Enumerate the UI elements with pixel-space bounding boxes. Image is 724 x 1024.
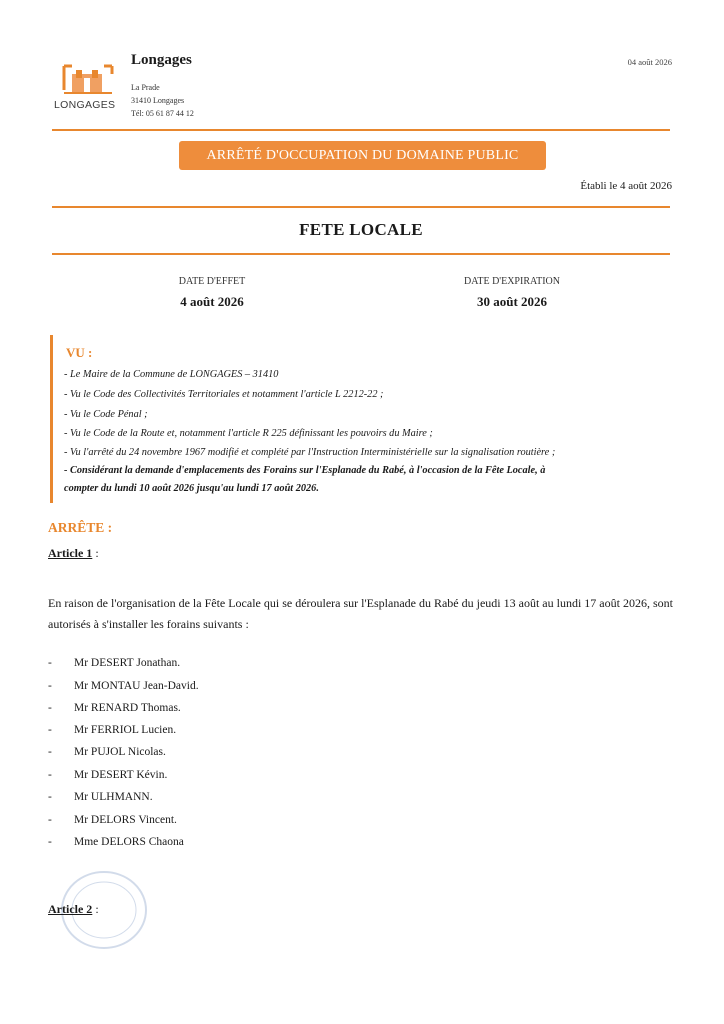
article-2-label: Article 2 — [48, 902, 93, 916]
article-1-label: Article 1 — [48, 546, 93, 560]
article-1-text: En raison de l'organisation de la Fête Locale qui se déroulera sur l'Esplanade du Rabé du jeudi 13 août au lundi 17 août 2026, sont autorisés à s'installer les forains suivants : — [48, 596, 673, 631]
vu-item: - Vu le Code de la Route et, notamment l'article R 225 définissant les pouvoirs du Maire ; — [64, 428, 433, 439]
effect-date-block — [112, 276, 312, 310]
list-item: - Mr DELORS Vincent. — [48, 814, 177, 826]
phone-line: Tél: 05 61 87 44 12 — [131, 109, 194, 118]
established-date: Établi le 4 août 2026 — [580, 180, 672, 192]
list-item: - Mr RENARD Thomas. — [48, 702, 181, 714]
expiration-date-value: 30 août 2026 — [476, 294, 548, 309]
header-date: 04 août 2026 — [627, 57, 672, 67]
title-bottom-divider — [52, 253, 670, 255]
list-item: - Mme DELORS Chaona — [48, 836, 184, 848]
org-name: Longages — [131, 52, 192, 68]
list-item: - Mr DESERT Kévin. — [48, 769, 168, 781]
list-item: - Mr MONTAU Jean-David. — [48, 680, 199, 692]
article-2-heading — [48, 902, 99, 917]
expiration-date-block — [412, 276, 612, 310]
vu-item: compter du lundi 10 août 2026 jusqu'au lundi 17 août 2026. — [64, 483, 319, 494]
article-1-heading — [48, 546, 99, 561]
article-1-suffix: : — [92, 546, 99, 560]
effect-date-value: 4 août 2026 — [180, 294, 244, 309]
arrete-heading: ARRÊTE : — [48, 520, 113, 535]
document-type-banner: ARRÊTÉ D'OCCUPATION DU DOMAINE PUBLIC — [179, 141, 546, 170]
header-divider — [52, 129, 670, 131]
vu-heading: VU : — [66, 345, 93, 360]
address-line: 31410 Longages — [131, 96, 185, 105]
vu-item: - Considérant la demande d'emplacements des Forains sur l'Esplanade du Rabé, à l'occasion de la Fête Locale, à — [64, 465, 546, 476]
vu-item: - Vu le Code des Collectivités Territoriales et notamment l'article L 2212-22 ; — [64, 389, 384, 400]
list-item: - Mr ULHMANN. — [48, 791, 153, 803]
article-2-suffix: : — [92, 902, 99, 916]
logo-caption: LONGAGES — [54, 99, 116, 111]
title-top-divider — [52, 206, 670, 208]
vu-item: - Vu l'arrêté du 24 novembre 1967 modifié et complété par l'Instruction Interministérielle sur la signalisation routière ; — [64, 447, 556, 458]
vu-item: - Le Maire de la Commune de LONGAGES – 31410 — [64, 369, 279, 380]
list-item: - Mr PUJOL Nicolas. — [48, 746, 166, 758]
page-title: FETE LOCALE — [299, 220, 423, 239]
effect-date-label: DATE D'EFFET — [178, 276, 246, 287]
address-line: La Prade — [131, 83, 160, 92]
list-item: - Mr FERRIOL Lucien. — [48, 724, 177, 736]
expiration-date-label: DATE D'EXPIRATION — [464, 276, 560, 287]
vu-item: - Vu le Code Pénal ; — [64, 409, 148, 420]
list-item: - Mr DESERT Jonathan. — [48, 657, 181, 669]
